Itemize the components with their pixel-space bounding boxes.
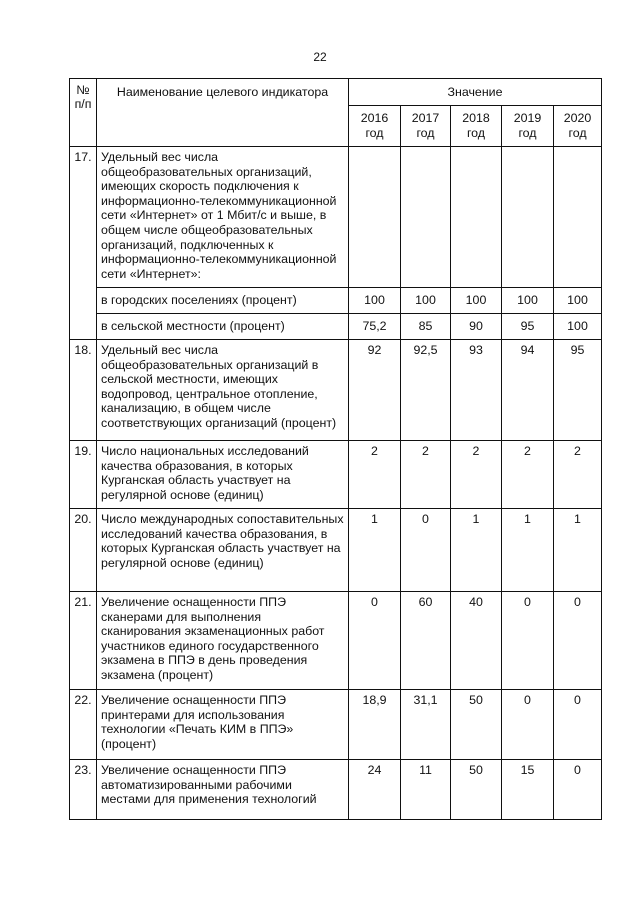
indicator-name: Удельный вес числа общеобразовательных организаций в сельской местности, имеющих водопровод, центральное отопление, канализацию, в общем числе соответствующих организаций (процент)	[97, 340, 349, 441]
value-cell: 0	[554, 592, 602, 690]
value-cell	[451, 147, 502, 288]
header-row	[70, 79, 602, 106]
header-year-2018: 2018 год	[451, 106, 502, 147]
value-cell: 100	[349, 288, 401, 314]
indicator-name: Число международных сопоставительных исследований качества образования, в которых Курганская область участвует на регулярной основе (единиц)	[97, 509, 349, 592]
value-cell: 94	[502, 340, 554, 441]
value-cell: 75,2	[349, 314, 401, 340]
indicator-name: Увеличение оснащенности ППЭ принтерами для использования технологии «Печать КИМ в ППЭ» (процент)	[97, 690, 349, 760]
value-cell: 50	[451, 690, 502, 760]
value-cell: 40	[451, 592, 502, 690]
value-cell	[554, 147, 602, 288]
value-cell: 0	[554, 690, 602, 760]
value-cell: 50	[451, 760, 502, 820]
value-cell	[349, 147, 401, 288]
page-number: 22	[313, 50, 327, 64]
value-cell: 0	[554, 760, 602, 820]
value-cell: 2	[502, 441, 554, 509]
row-number: 21.	[70, 592, 97, 690]
indicator-name: Число национальных исследований качества образования, в которых Курганская область участвует на регулярной основе (единиц)	[97, 441, 349, 509]
value-cell: 0	[349, 592, 401, 690]
value-cell: 0	[401, 509, 451, 592]
value-cell: 95	[554, 340, 602, 441]
header-year-2019: 2019 год	[502, 106, 554, 147]
value-cell: 2	[401, 441, 451, 509]
row-number: 20.	[70, 509, 97, 592]
value-cell: 100	[451, 288, 502, 314]
value-cell: 11	[401, 760, 451, 820]
value-cell: 31,1	[401, 690, 451, 760]
value-cell: 95	[502, 314, 554, 340]
subindicator-name: в сельской местности (процент)	[97, 314, 349, 340]
row-number: 22.	[70, 690, 97, 760]
value-cell: 1	[502, 509, 554, 592]
table-row	[70, 147, 602, 288]
value-cell: 18,9	[349, 690, 401, 760]
table-row	[70, 340, 602, 441]
header-year-2017: 2017 год	[401, 106, 451, 147]
value-cell: 2	[451, 441, 502, 509]
table-row	[70, 441, 602, 509]
row-number: 17.	[70, 147, 97, 340]
value-cell: 0	[502, 690, 554, 760]
value-cell: 92,5	[401, 340, 451, 441]
value-cell: 2	[554, 441, 602, 509]
value-cell	[502, 147, 554, 288]
row-number: 23.	[70, 760, 97, 820]
row-number: 19.	[70, 441, 97, 509]
table-row	[70, 592, 602, 690]
subindicator-name: в городских поселениях (процент)	[97, 288, 349, 314]
value-cell: 24	[349, 760, 401, 820]
table-row	[70, 690, 602, 760]
header-year-2016: 2016 год	[349, 106, 401, 147]
header-year-2020: 2020 год	[554, 106, 602, 147]
table-subrow	[70, 288, 602, 314]
table-row	[70, 509, 602, 592]
value-cell: 100	[401, 288, 451, 314]
value-cell: 60	[401, 592, 451, 690]
value-cell: 0	[502, 592, 554, 690]
value-cell: 15	[502, 760, 554, 820]
header-value: Значение	[349, 79, 602, 106]
value-cell: 2	[349, 441, 401, 509]
indicators-table	[69, 78, 602, 820]
value-cell: 1	[451, 509, 502, 592]
table-row	[70, 760, 602, 820]
header-indicator-name: Наименование целевого индикатора	[97, 79, 349, 147]
value-cell: 92	[349, 340, 401, 441]
value-cell: 1	[554, 509, 602, 592]
value-cell: 100	[554, 314, 602, 340]
indicator-name: Удельный вес числа общеобразовательных организаций, имеющих скорость подключения к информационно-телекоммуникационной сети «Интернет» от 1 Мбит/с и выше, в общем числе общеобразовательных организаций, подключенных к информационно-телекоммуникационной сети «Интернет»:	[97, 147, 349, 288]
value-cell: 93	[451, 340, 502, 441]
indicator-name: Увеличение оснащенности ППЭ сканерами для выполнения сканирования экзаменационных работ участников единого государственного экзамена в ППЭ в день проведения экзамена (процент)	[97, 592, 349, 690]
value-cell: 100	[502, 288, 554, 314]
value-cell: 1	[349, 509, 401, 592]
row-number: 18.	[70, 340, 97, 441]
value-cell: 90	[451, 314, 502, 340]
value-cell: 85	[401, 314, 451, 340]
header-number: № п/п	[70, 79, 97, 147]
value-cell	[401, 147, 451, 288]
table-subrow	[70, 314, 602, 340]
value-cell: 100	[554, 288, 602, 314]
indicator-name: Увеличение оснащенности ППЭ автоматизированными рабочими местами для применения технологий	[97, 760, 349, 820]
